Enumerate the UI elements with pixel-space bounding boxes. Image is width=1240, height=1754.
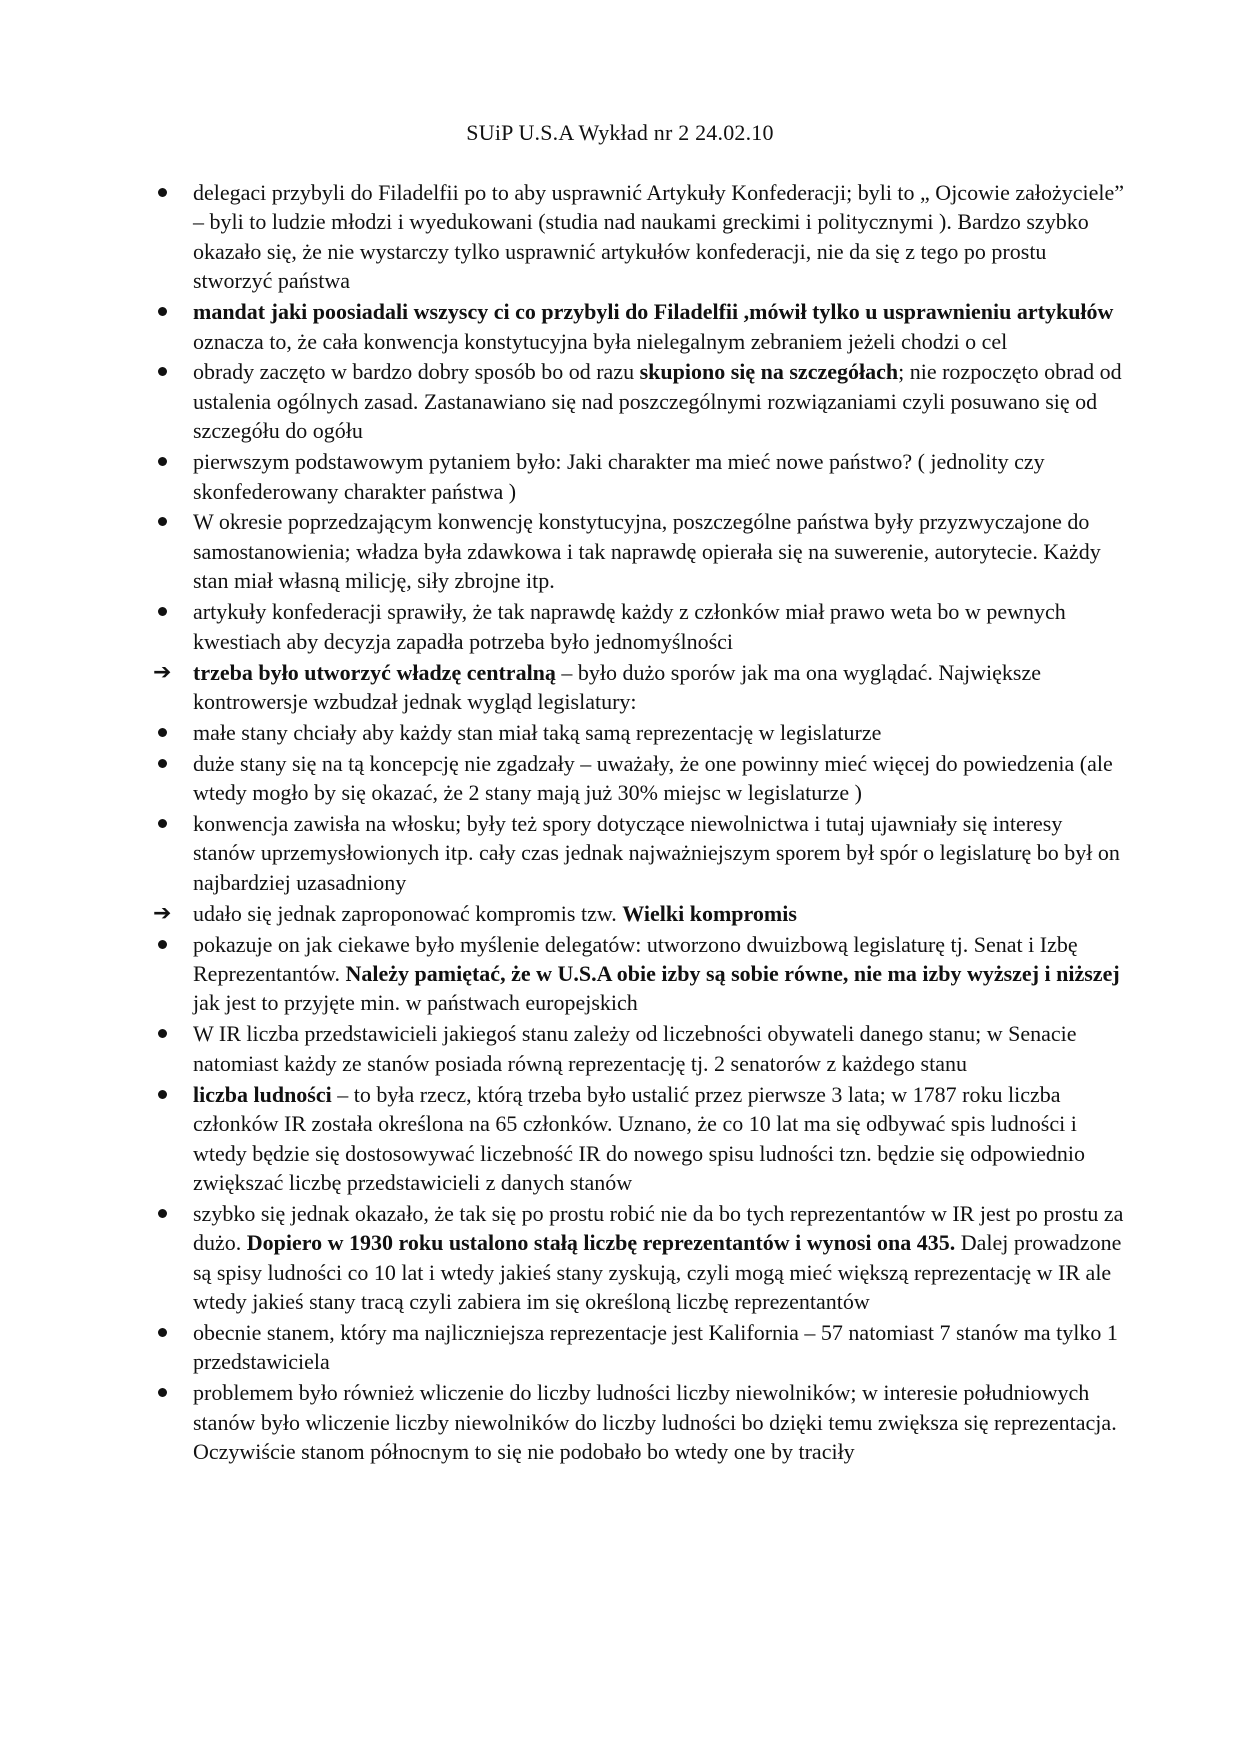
bold-text-segment: Wielki kompromis: [622, 900, 797, 926]
list-item: [153, 1318, 1128, 1377]
text-segment: ; nie rozpoczęto obrad od ustalenia ogólnych zasad. Zastanawiano się nad poszczególnymi rozwiązaniami czyli posuwano się od szczegółu do ogółu: [193, 359, 1122, 444]
list-item-text: [193, 299, 1113, 353]
list-item: [153, 1080, 1128, 1198]
bullet-icon: [153, 749, 181, 778]
text-segment: obrady zaczęto w bardzo dobry sposób bo od razu: [193, 359, 640, 385]
list-item-text: [193, 901, 797, 926]
list-item-text: [193, 660, 1041, 714]
text-segment: Dalej prowadzone są spisy ludności co 10 lat i wtedy jakieś stany zyskują, czyli mogą mieć większą reprezentację w IR ale wtedy jakieś stany tracą czyli zabiera im się określoną liczbę reprezentantów: [193, 1230, 1122, 1315]
list-item-text: [193, 180, 1124, 293]
list-item-text: [193, 1082, 1085, 1195]
text-segment: konwencja zawisła na włosku; były też spory dotyczące niewolnictwa i tutaj ujawniały się interesy stanów uprzemysłowionych itp. cały czas jednak najważniejszym sporem był spór o legislaturę bo był on najbardziej uzasadniony: [193, 811, 1120, 895]
bullet-icon: [153, 597, 181, 626]
list-item: [153, 749, 1128, 808]
list-item-text: [193, 1201, 1123, 1314]
list-item: [153, 178, 1128, 296]
bullet-icon: [153, 930, 181, 959]
text-segment: pokazuje on jak ciekawe było myślenie delegatów: utworzono dwuizbową legislaturę tj. Senat i Izbę Reprezentantów.: [193, 931, 1078, 987]
list-item: [153, 1199, 1128, 1317]
bullet-icon: [153, 507, 181, 536]
text-segment: artykuły konfederacji sprawiły, że tak naprawdę każdy z członków miał prawo weta bo w pewnych kwestiach aby decyzja zapadła potrzeba było jednomyślności: [193, 599, 1066, 654]
bullet-icon: [153, 1199, 181, 1228]
text-segment: problemem było również wliczenie do liczby ludności liczby niewolników; w interesie południowych stanów było wliczenie liczby niewolników do liczby ludności bo dzięki temu zwiększa się reprezentacja. Oczywiście stanom północnym to się nie podobało bo wtedy one by traciły: [193, 1380, 1117, 1465]
text-segment: delegaci przybyli do Filadelfii po to aby usprawnić Artykuły Konfederacji; byli to „ Ojcowie założyciele” – byli to ludzie młodzi i wyedukowani (studia nad naukami greckimi i politycznymi ). Bardzo szybko okazało się, że nie wystarczy tylko usprawnić artykułów konfederacji, nie da się z tego po prostu stworzyć państwa: [193, 180, 1125, 294]
list-item: [153, 658, 1128, 717]
bullet-icon: [153, 809, 181, 838]
list-item: [153, 357, 1128, 445]
list-item: [153, 447, 1128, 506]
list-item-text: [193, 811, 1120, 895]
bullet-icon: [153, 447, 181, 476]
list-item-text: [193, 1380, 1117, 1464]
list-item: [153, 507, 1128, 595]
text-segment: udało się jednak zaproponować kompromis tzw.: [193, 900, 623, 926]
list-item-text: [193, 359, 1122, 443]
bullet-icon: [153, 1318, 181, 1347]
list-item: [153, 1019, 1128, 1078]
list-item: [153, 930, 1128, 1018]
bullet-icon: [153, 297, 181, 326]
list-item: [153, 1378, 1128, 1466]
text-segment: duże stany się na tą koncepcję nie zgadzały – uważały, że one powinny mieć więcej do powiedzenia (ale wtedy mogło by się okazać, że 2 stany mają już 30% miejsc w legislaturze ): [193, 750, 1113, 806]
list-item: [153, 899, 1128, 928]
text-segment: pierwszym podstawowym pytaniem było: Jaki charakter ma mieć nowe państwo? ( jednolity czy skonfederowany charakter państwa ): [193, 449, 1045, 504]
text-segment: W okresie poprzedzającym konwencję konstytucyjna, poszczególne państwa były przyzwyczajone do samostanowienia; władza była zdawkowa i tak naprawdę opierała się na suwerenie, autorytecie. Każdy stan miał własną milicję, siły zbrojne itp.: [193, 509, 1101, 594]
text-segment: jak jest to przyjęte min. w państwach europejskich: [193, 990, 638, 1016]
list-item: [153, 809, 1128, 897]
list-item: [153, 597, 1128, 656]
bullet-icon: [153, 1019, 181, 1048]
bullet-icon: [153, 718, 181, 747]
bold-text-segment: trzeba było utworzyć władzę centralną: [193, 659, 556, 685]
text-segment: – to była rzecz, którą trzeba było ustalić przez pierwsze 3 lata; w 1787 roku liczba członków IR została określona na 65 członków. Uznano, że co 10 lat ma się odbywać spis ludności i wtedy będzie się dostosowywać liczebność IR do nowego spisu ludności tzn. będzie się odpowiednio zwiększać liczbę przedstawicieli z danych stanów: [193, 1081, 1086, 1195]
bold-text-segment: skupiono się na szczegółach: [639, 359, 899, 385]
bold-text-segment: Należy pamiętać, że w U.S.A obie izby są sobie równe, nie ma izby wyższej i niższej: [345, 961, 1120, 987]
list-item-text: [193, 932, 1120, 1016]
list-item: [153, 718, 1128, 747]
text-segment: małe stany chciały aby każdy stan miał taką samą reprezentację w legislaturze: [193, 719, 882, 745]
notes-list: [153, 178, 1128, 1468]
bullet-icon: [153, 178, 181, 207]
list-item-text: [193, 509, 1101, 593]
page-title: SUiP U.S.A Wykład nr 2 24.02.10: [466, 120, 774, 145]
bullet-icon: [153, 1378, 181, 1407]
bold-text-segment: liczba ludności: [193, 1081, 332, 1107]
text-segment: – było dużo sporów jak ma ona wyglądać. Największe kontrowersje wzbudzał jednak wygląd legislatury:: [193, 659, 1042, 714]
list-item-text: [193, 1021, 1077, 1075]
list-item-text: [193, 751, 1113, 805]
list-item-text: [193, 720, 881, 745]
text-segment: W IR liczba przedstawicieli jakiegoś stanu zależy od liczebności obywateli danego stanu; w Senacie natomiast każdy ze stanów posiada równą reprezentację tj. 2 senatorów z każdego stanu: [193, 1021, 1077, 1076]
list-item: [153, 297, 1128, 356]
text-segment: obecnie stanem, który ma najliczniejsza reprezentacje jest Kalifornia – 57 natomiast 7 stanów ma tylko 1 przedstawiciela: [193, 1319, 1118, 1375]
list-item-text: [193, 449, 1045, 503]
arrow-right-icon: ➔: [153, 900, 172, 926]
arrow-right-icon: ➔: [153, 659, 172, 685]
bold-text-segment: Dopiero w 1930 roku ustalono stałą liczbę reprezentantów i wynosi ona 435.: [246, 1230, 956, 1256]
text-segment: szybko się jednak okazało, że tak się po prostu robić nie da bo tych reprezentantów w IR jest po prostu za dużo.: [193, 1200, 1124, 1256]
list-item-text: [193, 1320, 1118, 1374]
bullet-icon: [153, 1080, 181, 1109]
list-item-text: [193, 599, 1066, 653]
bold-text-segment: mandat jaki poosiadali wszyscy ci co przybyli do Filadelfii ,mówił tylko u usprawnieniu artykułów: [193, 299, 1114, 325]
text-segment: oznacza to, że cała konwencja konstytucyjna była nielegalnym zebraniem jeżeli chodzi o cel: [193, 328, 1008, 354]
bullet-icon: [153, 357, 181, 386]
